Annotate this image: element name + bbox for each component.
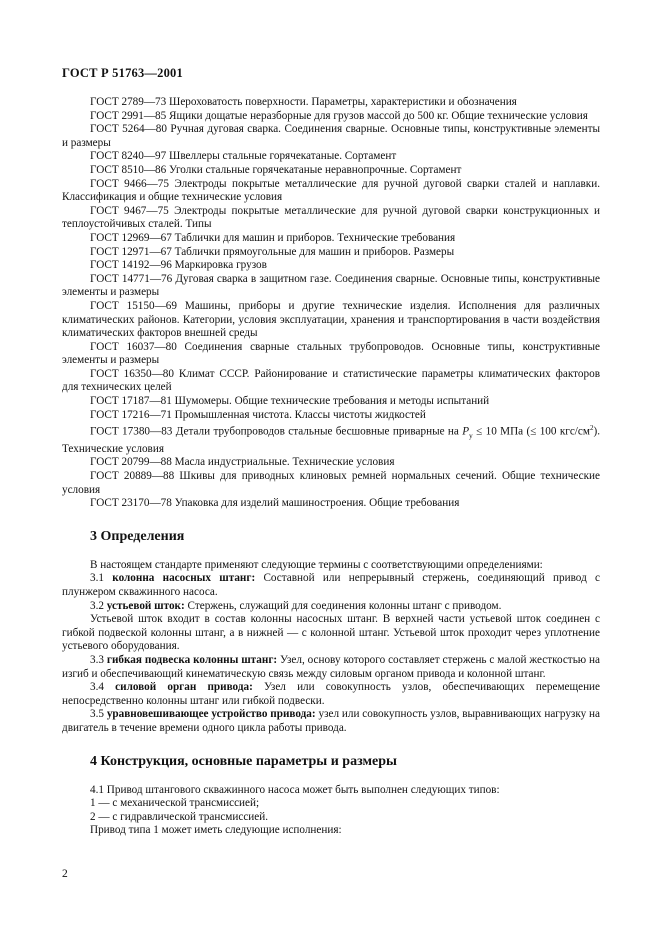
pressure-symbol: P <box>462 425 470 438</box>
section-4-line: Привод типа 1 может иметь следующие исполнения: <box>90 824 342 837</box>
term-definition: Узел или совокупность узлов, обеспечивающих перемещение непосредственно колонны штанг или гибкой подвески. <box>62 681 601 707</box>
reference-item: ГОСТ 2789—73 Шероховатость поверхности. Параметры, характеристики и обозначения <box>90 96 517 108</box>
section-4-line: 4.1 Привод штангового скважинного насоса может быть выполнен следующих типов: <box>90 783 500 796</box>
reference-item: ГОСТ 8240—97 Швеллеры стальные горячекатаные. Сортамент <box>90 150 397 163</box>
document-header: ГОСТ Р 51763—2001 <box>62 66 183 80</box>
reference-item: ГОСТ 14771—76 Дуговая сварка в защитном газе. Соединения сварные. Основные типы, конструктивные элементы и размеры <box>62 272 600 299</box>
reference-item: ГОСТ 16037—80 Соединения сварные стальных трубопроводов. Основные типы, конструктивные элементы и размеры <box>62 340 600 367</box>
reference-item: ГОСТ 16350—80 Климат СССР. Районирование и статистические параметры климатических факторов для технических целей <box>62 367 600 394</box>
term-3-1 <box>62 572 600 599</box>
term-name: устьевой шток: <box>106 599 185 612</box>
term-number: 3.3 <box>90 653 107 666</box>
section-4-title: 4 Конструкция, основные параметры и размеры <box>90 753 397 769</box>
reference-item: ГОСТ 15150—69 Машины, приборы и другие технические изделия. Исполнения для различных климатических районов. Категории, условия эксплуатации, хранения и транспортирования в части воздействия климатических факторов внешней среды <box>62 299 600 340</box>
term-definition: Узел, основу которого составляет стержень с малой жесткостью на изгиб и обеспечивающий кинематическую связь между силовым органом привода и колонной штанг. <box>62 653 600 680</box>
unit-superscript: 2 <box>589 424 594 433</box>
reference-item: ГОСТ 17216—71 Промышленная чистота. Классы чистоты жидкостей <box>90 408 426 421</box>
term-name: колонна насосных штанг: <box>112 572 256 585</box>
reference-item: ГОСТ 14192—96 Маркировка грузов <box>90 259 267 272</box>
term-3-3 <box>62 654 600 681</box>
reference-item: ГОСТ 17187—81 Шумомеры. Общие технические требования и методы испытаний <box>90 395 490 408</box>
term-name: уравновешивающее устройство привода: <box>106 708 316 721</box>
section-4-line: 1 — с механической трансмиссией; <box>90 797 260 810</box>
section-3 <box>62 559 600 736</box>
term-definition: Составной или непрерывный стержень, соединяющий привод с плунжером скважинного насоса. <box>62 572 601 598</box>
pressure-subscript: y <box>469 431 473 441</box>
term-note: Устьевой шток входит в состав колонны насосных штанг. В верхней части устьевой шток соединен с гибкой подвеской колонны штанг, а в нижней — с колонной штанг. Устьевой шток проходит через уплотнение устьевого оборудования. <box>62 613 600 653</box>
reference-item: ГОСТ 20889—88 Шкивы для приводных клиновых ремней нормальных сечений. Общие технические условия <box>62 470 600 496</box>
term-number: 3.1 <box>90 572 113 585</box>
reference-item: ГОСТ 8510—86 Уголки стальные горячекатаные неравнопрочные. Сортамент <box>90 163 462 176</box>
page-number: 2 <box>62 868 68 880</box>
ref-text-c: ). Технические условия <box>62 425 600 455</box>
term-3-2 <box>62 600 600 614</box>
term-number: 3.4 <box>90 681 116 694</box>
section-3-title: 3 Определения <box>90 528 185 544</box>
ref-text-a: ГОСТ 17380—83 Детали трубопроводов стальные бесшовные приварные на <box>90 425 463 438</box>
term-name: гибкая подвеска колонны штанг: <box>106 653 278 666</box>
section-3-intro: В настоящем стандарте применяют следующие термины с соответствующими определениями: <box>90 558 543 571</box>
reference-item: ГОСТ 5264—80 Ручная дуговая сварка. Соединения сварные. Основные типы, конструктивные элементы и размеры <box>62 123 600 149</box>
section-4 <box>62 784 600 838</box>
reference-item: ГОСТ 12971—67 Таблички прямоугольные для машин и приборов. Размеры <box>90 245 455 258</box>
reference-item: ГОСТ 12969—67 Таблички для машин и приборов. Технические требования <box>90 231 456 244</box>
term-definition: узел или совокупность узлов, выравнивающих нагрузку на двигатель в течение времени одного цикла работы привода. <box>62 708 601 734</box>
references-list <box>62 96 600 511</box>
ref-text-b: ≤ 10 МПа (≤ 100 кгс/см <box>472 425 590 438</box>
term-name: силовой орган привода: <box>115 681 253 694</box>
document-body <box>62 96 600 838</box>
reference-item: ГОСТ 2991—85 Ящики дощатые неразборные для грузов массой до 500 кг. Общие технические условия <box>90 109 588 122</box>
reference-item-17380 <box>62 422 600 456</box>
reference-item: ГОСТ 23170—78 Упаковка для изделий машиностроения. Общие требования <box>90 497 460 510</box>
term-3-5 <box>62 708 600 735</box>
reference-item: ГОСТ 9467—75 Электроды покрытые металлические для ручной дуговой сварки конструкционных и теплоустойчивых сталей. Типы <box>62 204 600 231</box>
term-number: 3.5 <box>90 708 107 721</box>
section-4-line: 2 — с гидравлической трансмиссией. <box>90 810 269 823</box>
term-3-4 <box>62 681 600 708</box>
reference-item: ГОСТ 9466—75 Электроды покрытые металлические для ручной дуговой сварки сталей и наплавки. Классификация и общие технические условия <box>62 177 600 204</box>
reference-item: ГОСТ 20799—88 Масла индустриальные. Технические условия <box>90 456 395 469</box>
term-number: 3.2 <box>90 599 107 612</box>
term-definition: Стержень, служащий для соединения колонны штанг с приводом. <box>184 599 502 612</box>
